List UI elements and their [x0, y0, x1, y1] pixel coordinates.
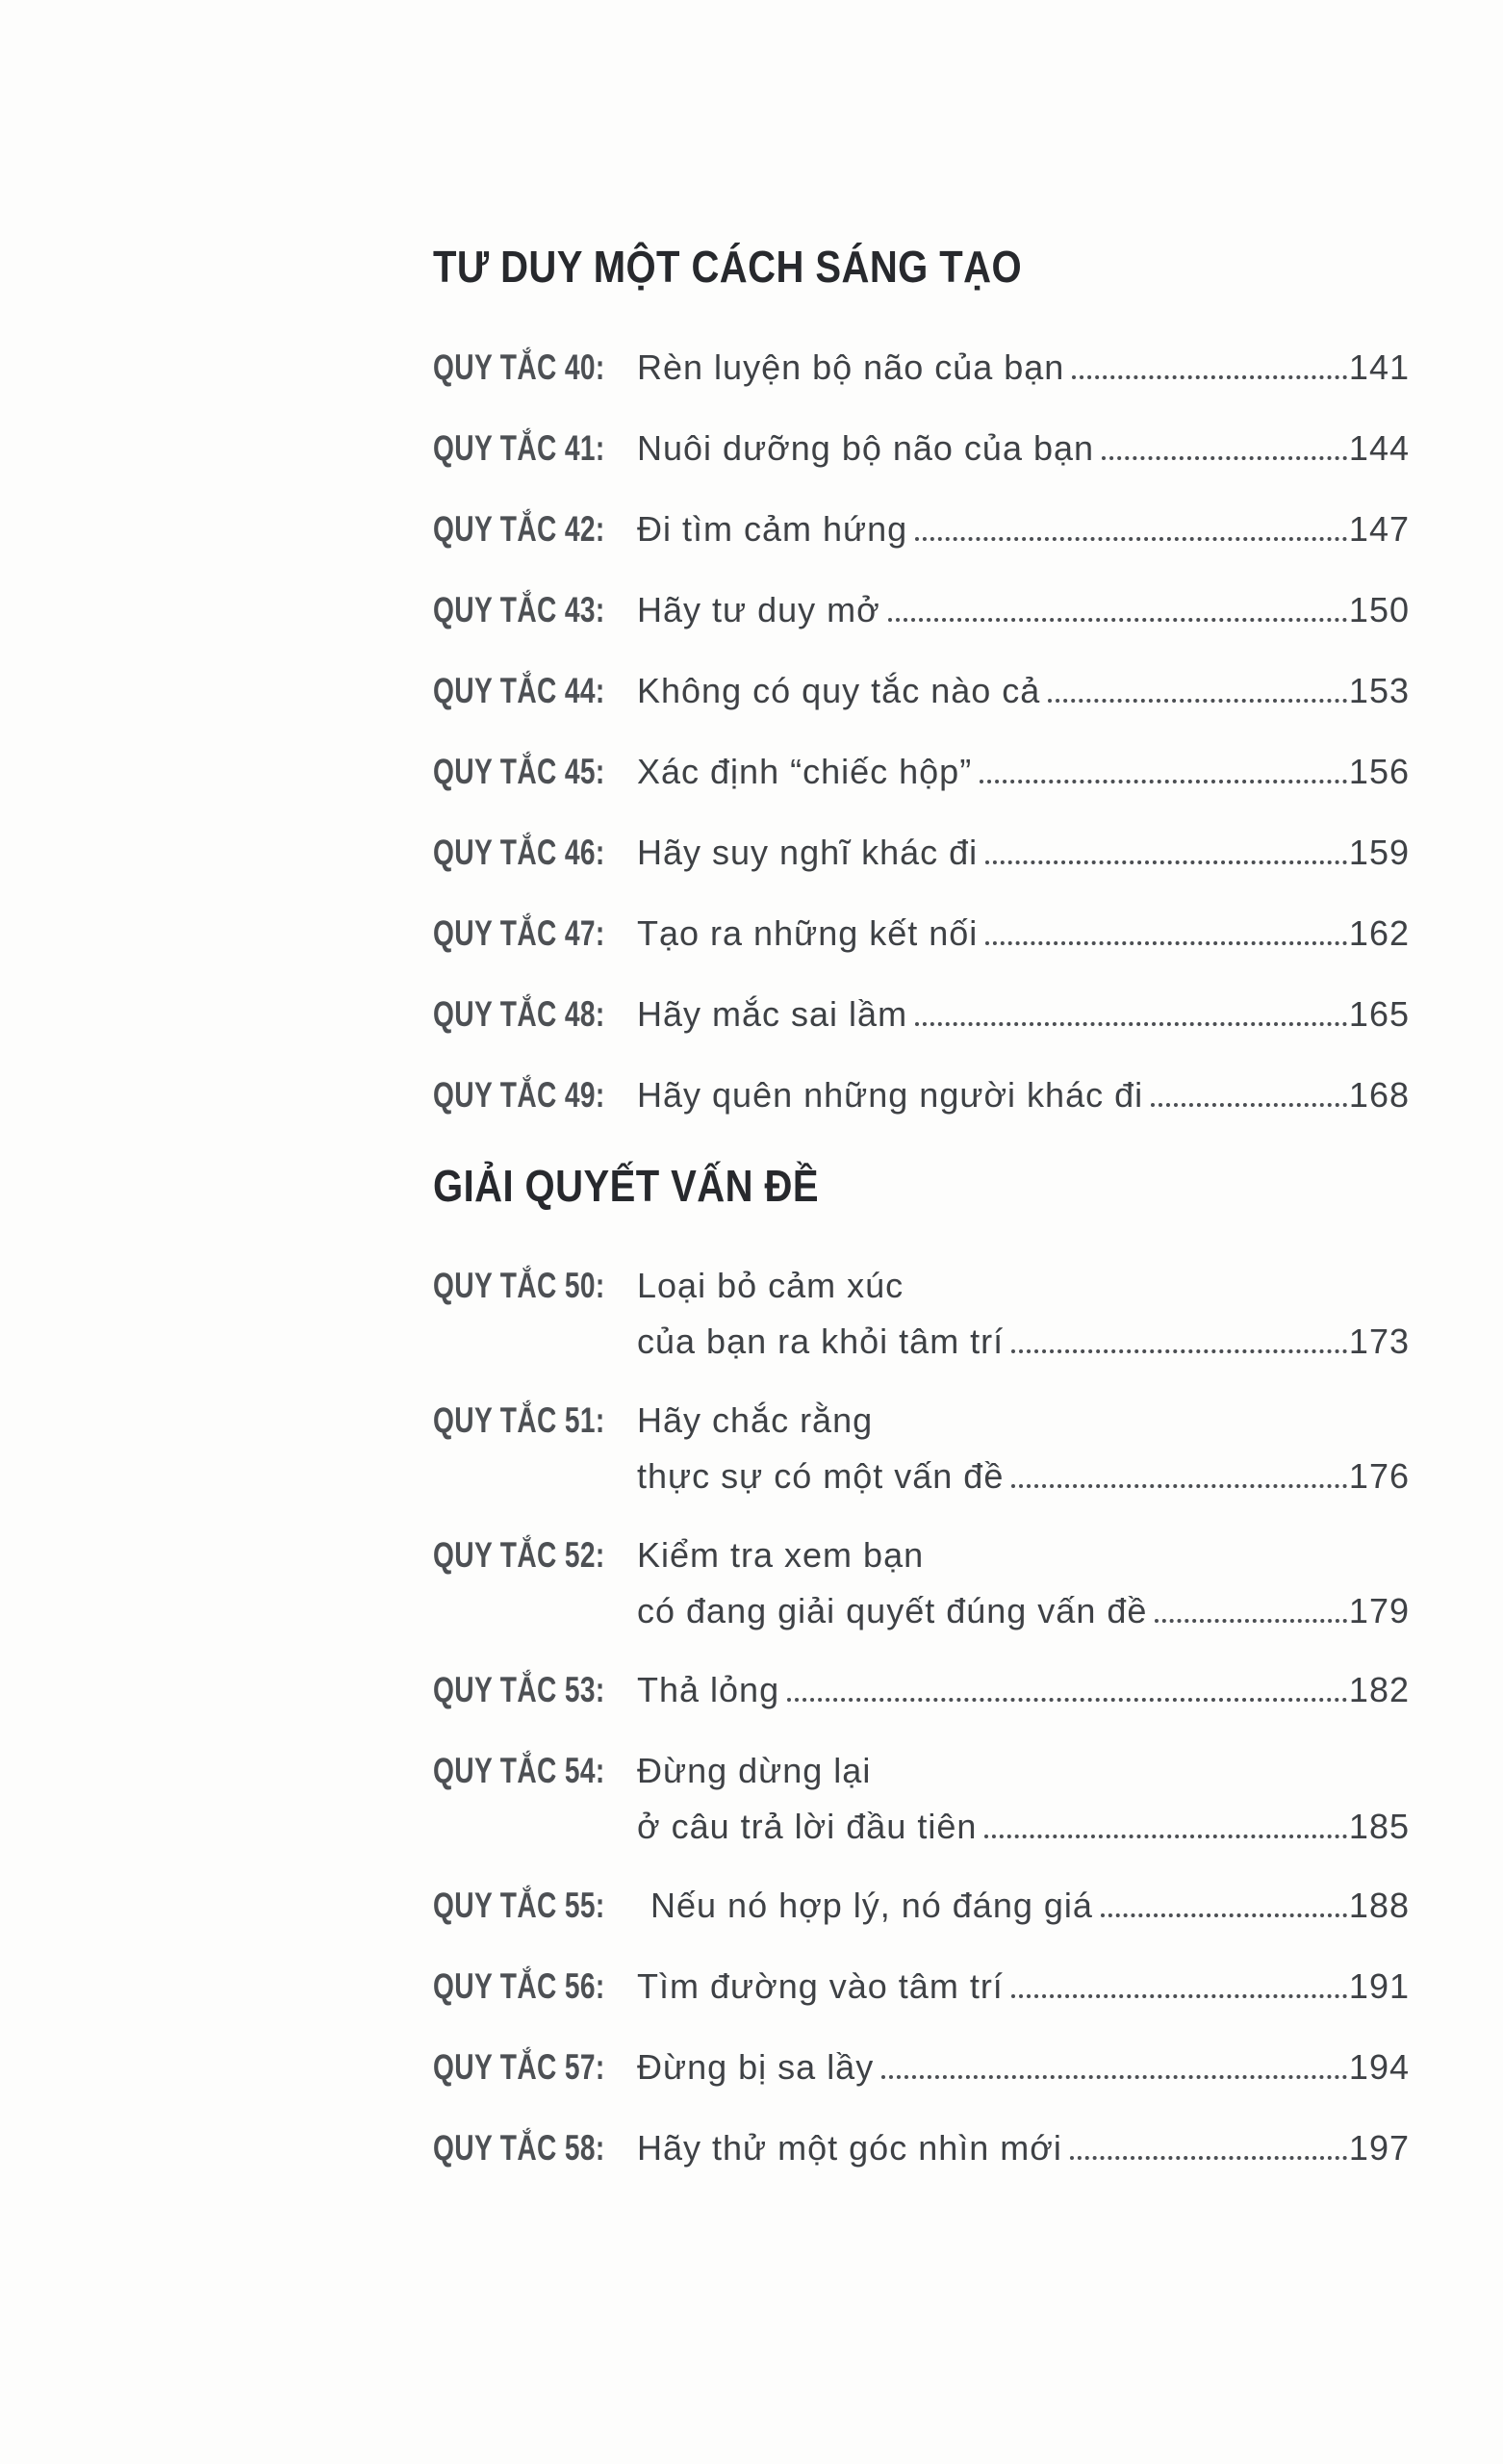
entry-title: Rèn luyện bộ não của bạn [637, 347, 1065, 387]
entry-title: Không có quy tắc nào cả [637, 671, 1041, 710]
rule-label: QUY TẮC 53: [433, 1670, 605, 1709]
dot-leader [1011, 1994, 1347, 1998]
dot-leader [787, 1698, 1347, 1702]
toc-entry [433, 1265, 1410, 1363]
rule-label: QUY TẮC 46: [433, 833, 605, 872]
entry-lines [637, 751, 1410, 793]
entry-lines [637, 2046, 1410, 2089]
entry-title: Xác định “chiếc hộp” [637, 752, 973, 791]
rule-label-column [433, 1265, 637, 1363]
entry-line [637, 1534, 1410, 1577]
entry-line [637, 2127, 1410, 2169]
dot-leader [980, 780, 1347, 783]
dot-leader [888, 618, 1347, 622]
rule-label-column [433, 346, 637, 389]
rule-label-column [433, 2127, 637, 2169]
rule-label: QUY TẮC 41: [433, 428, 605, 468]
entry-lines [637, 912, 1410, 955]
rule-label-column [433, 1750, 637, 1848]
rule-label-column [433, 993, 637, 1036]
dot-leader [1011, 1484, 1347, 1488]
entry-title: Hãy thử một góc nhìn mới [637, 2128, 1062, 2168]
page-number: 194 [1348, 2047, 1410, 2087]
dot-leader [1151, 1103, 1347, 1107]
toc-entry [433, 427, 1410, 470]
entry-line [637, 346, 1410, 389]
entry-line [637, 1669, 1410, 1711]
page-number: 141 [1348, 347, 1410, 387]
rule-label-column [433, 1399, 637, 1498]
section-title: TƯ DUY MỘT CÁCH SÁNG TẠO [433, 242, 1023, 292]
entry-line [637, 1321, 1410, 1363]
rule-label-column [433, 1534, 637, 1632]
entry-line [637, 751, 1410, 793]
entry-title: Đừng bị sa lầy [637, 2047, 875, 2087]
entry-title: Tìm đường vào tâm trí [637, 1966, 1004, 2006]
toc-entry [433, 832, 1410, 874]
page-number: 165 [1348, 994, 1410, 1034]
page-number: 188 [1348, 1886, 1410, 1925]
page-number: 197 [1348, 2128, 1410, 2168]
entry-title: Nuôi dưỡng bộ não của bạn [637, 428, 1095, 468]
entry-line [637, 912, 1410, 955]
toc-entry [433, 1750, 1410, 1848]
page-number: 156 [1348, 752, 1410, 791]
entry-lines [637, 1399, 1410, 1498]
rule-label-column [433, 1669, 637, 1711]
dot-leader [881, 2075, 1347, 2079]
dot-leader [1048, 699, 1347, 703]
entry-title: Hãy suy nghĩ khác đi [637, 833, 979, 872]
section-title: GIẢI QUYẾT VẤN ĐỀ [433, 1161, 819, 1211]
toc-entry [433, 670, 1410, 712]
entry-line [637, 1885, 1410, 1927]
entry-line [637, 1965, 1410, 2008]
dot-leader [1102, 456, 1347, 460]
entry-title: Đi tìm cảm hứng [637, 509, 908, 549]
entry-title: có đang giải quyết đúng vấn đề [637, 1591, 1148, 1630]
page-number: 147 [1348, 509, 1410, 549]
rule-label-column [433, 1074, 637, 1116]
entry-line [637, 427, 1410, 470]
rule-label-column [433, 1965, 637, 2008]
entry-lines [637, 1534, 1410, 1632]
rule-label-column [433, 832, 637, 874]
rule-label-column [433, 912, 637, 955]
toc-entry [433, 912, 1410, 955]
entry-line [637, 589, 1410, 631]
toc-entry [433, 751, 1410, 793]
dot-leader [1072, 375, 1347, 379]
section-entries [433, 1265, 1410, 2169]
entry-lines [637, 1965, 1410, 2008]
entry-title: Hãy mắc sai lầm [637, 994, 908, 1034]
entry-lines [637, 1074, 1410, 1116]
toc-section [433, 244, 1410, 1116]
entry-lines [637, 427, 1410, 470]
entry-title: Thả lỏng [637, 1670, 780, 1709]
rule-label: QUY TẮC 49: [433, 1075, 605, 1115]
rule-label: QUY TẮC 43: [433, 590, 605, 629]
dot-leader [985, 860, 1347, 864]
rule-label-column [433, 427, 637, 470]
entry-line [637, 1750, 1410, 1792]
rule-label: QUY TẮC 52: [433, 1535, 605, 1575]
entry-title: ở câu trả lời đầu tiên [637, 1807, 978, 1846]
toc-entry [433, 993, 1410, 1036]
toc-entry [433, 346, 1410, 389]
toc-entry [433, 1074, 1410, 1116]
toc-entry [433, 1399, 1410, 1498]
page-number: 150 [1348, 590, 1410, 629]
entry-line [637, 993, 1410, 1036]
entry-lines [637, 1265, 1410, 1363]
entry-line [637, 2046, 1410, 2089]
entry-title: Nếu nó hợp lý, nó đáng giá [650, 1886, 1093, 1925]
rule-label: QUY TẮC 44: [433, 671, 605, 710]
page-number: 185 [1348, 1807, 1410, 1846]
toc-section [433, 1163, 1410, 2169]
entry-line [637, 670, 1410, 712]
rule-label: QUY TẮC 51: [433, 1400, 605, 1440]
entry-line [637, 1265, 1410, 1307]
rule-label-column [433, 508, 637, 551]
rule-label: QUY TẮC 57: [433, 2047, 605, 2087]
dot-leader [984, 1835, 1347, 1838]
entry-line [637, 832, 1410, 874]
entry-lines [637, 346, 1410, 389]
toc-entry [433, 2127, 1410, 2169]
rule-label: QUY TẮC 47: [433, 913, 605, 953]
entry-title: Hãy chắc rằng [637, 1400, 874, 1440]
rule-label-column [433, 589, 637, 631]
page-number: 144 [1348, 428, 1410, 468]
page-number: 162 [1348, 913, 1410, 953]
dot-leader [1011, 1349, 1347, 1353]
entry-line [637, 1399, 1410, 1442]
dot-leader [915, 1022, 1347, 1026]
page-number: 176 [1348, 1456, 1410, 1496]
rule-label-column [433, 670, 637, 712]
rule-label: QUY TẮC 54: [433, 1751, 605, 1790]
toc-entry [433, 1885, 1410, 1927]
rule-label: QUY TẮC 55: [433, 1886, 605, 1925]
toc-entry [433, 1669, 1410, 1711]
rule-label: QUY TẮC 56: [433, 1966, 605, 2006]
entry-lines [637, 1885, 1410, 1927]
entry-line [637, 508, 1410, 551]
dot-leader [1101, 1913, 1347, 1917]
entry-title: Hãy tư duy mở [637, 590, 880, 629]
page-number: 179 [1348, 1591, 1410, 1630]
dot-leader [985, 941, 1347, 945]
page-number: 168 [1348, 1075, 1410, 1115]
entry-lines [637, 993, 1410, 1036]
entry-lines [637, 589, 1410, 631]
entry-title: của bạn ra khỏi tâm trí [637, 1322, 1005, 1361]
toc-entry [433, 1965, 1410, 2008]
rule-label: QUY TẮC 48: [433, 994, 605, 1034]
entry-title: Hãy quên những người khác đi [637, 1075, 1144, 1115]
entry-title: Kiểm tra xem bạn [637, 1535, 925, 1575]
entry-lines [637, 2127, 1410, 2169]
rule-label-column [433, 1885, 637, 1927]
rule-label-column [433, 2046, 637, 2089]
toc-entry [433, 1534, 1410, 1632]
entry-lines [637, 670, 1410, 712]
entry-lines [637, 508, 1410, 551]
entry-lines [637, 832, 1410, 874]
rule-label: QUY TẮC 40: [433, 347, 605, 387]
page-number: 191 [1348, 1966, 1410, 2006]
toc-entry [433, 508, 1410, 551]
entry-title: thực sự có một vấn đề [637, 1456, 1005, 1496]
entry-title: Loại bỏ cảm xúc [637, 1266, 904, 1305]
section-entries [433, 346, 1410, 1116]
rule-label: QUY TẮC 58: [433, 2128, 605, 2168]
entry-lines [637, 1669, 1410, 1711]
entry-line [637, 1074, 1410, 1116]
page-number: 159 [1348, 833, 1410, 872]
entry-line [637, 1455, 1410, 1498]
rule-label: QUY TẮC 45: [433, 752, 605, 791]
entry-line [637, 1590, 1410, 1632]
entry-title: Tạo ra những kết nối [637, 913, 979, 953]
dot-leader [915, 537, 1347, 541]
toc-entry [433, 2046, 1410, 2089]
toc-entry [433, 589, 1410, 631]
entry-line [637, 1806, 1410, 1848]
rule-label-column [433, 751, 637, 793]
table-of-contents [433, 244, 1410, 2208]
entry-lines [637, 1750, 1410, 1848]
page-number: 173 [1348, 1322, 1410, 1361]
rule-label: QUY TẮC 50: [433, 1266, 605, 1305]
page-number: 182 [1348, 1670, 1410, 1709]
page-number: 153 [1348, 671, 1410, 710]
entry-title: Đừng dừng lại [637, 1751, 872, 1790]
rule-label: QUY TẮC 42: [433, 509, 605, 549]
dot-leader [1155, 1619, 1347, 1623]
dot-leader [1070, 2156, 1347, 2160]
